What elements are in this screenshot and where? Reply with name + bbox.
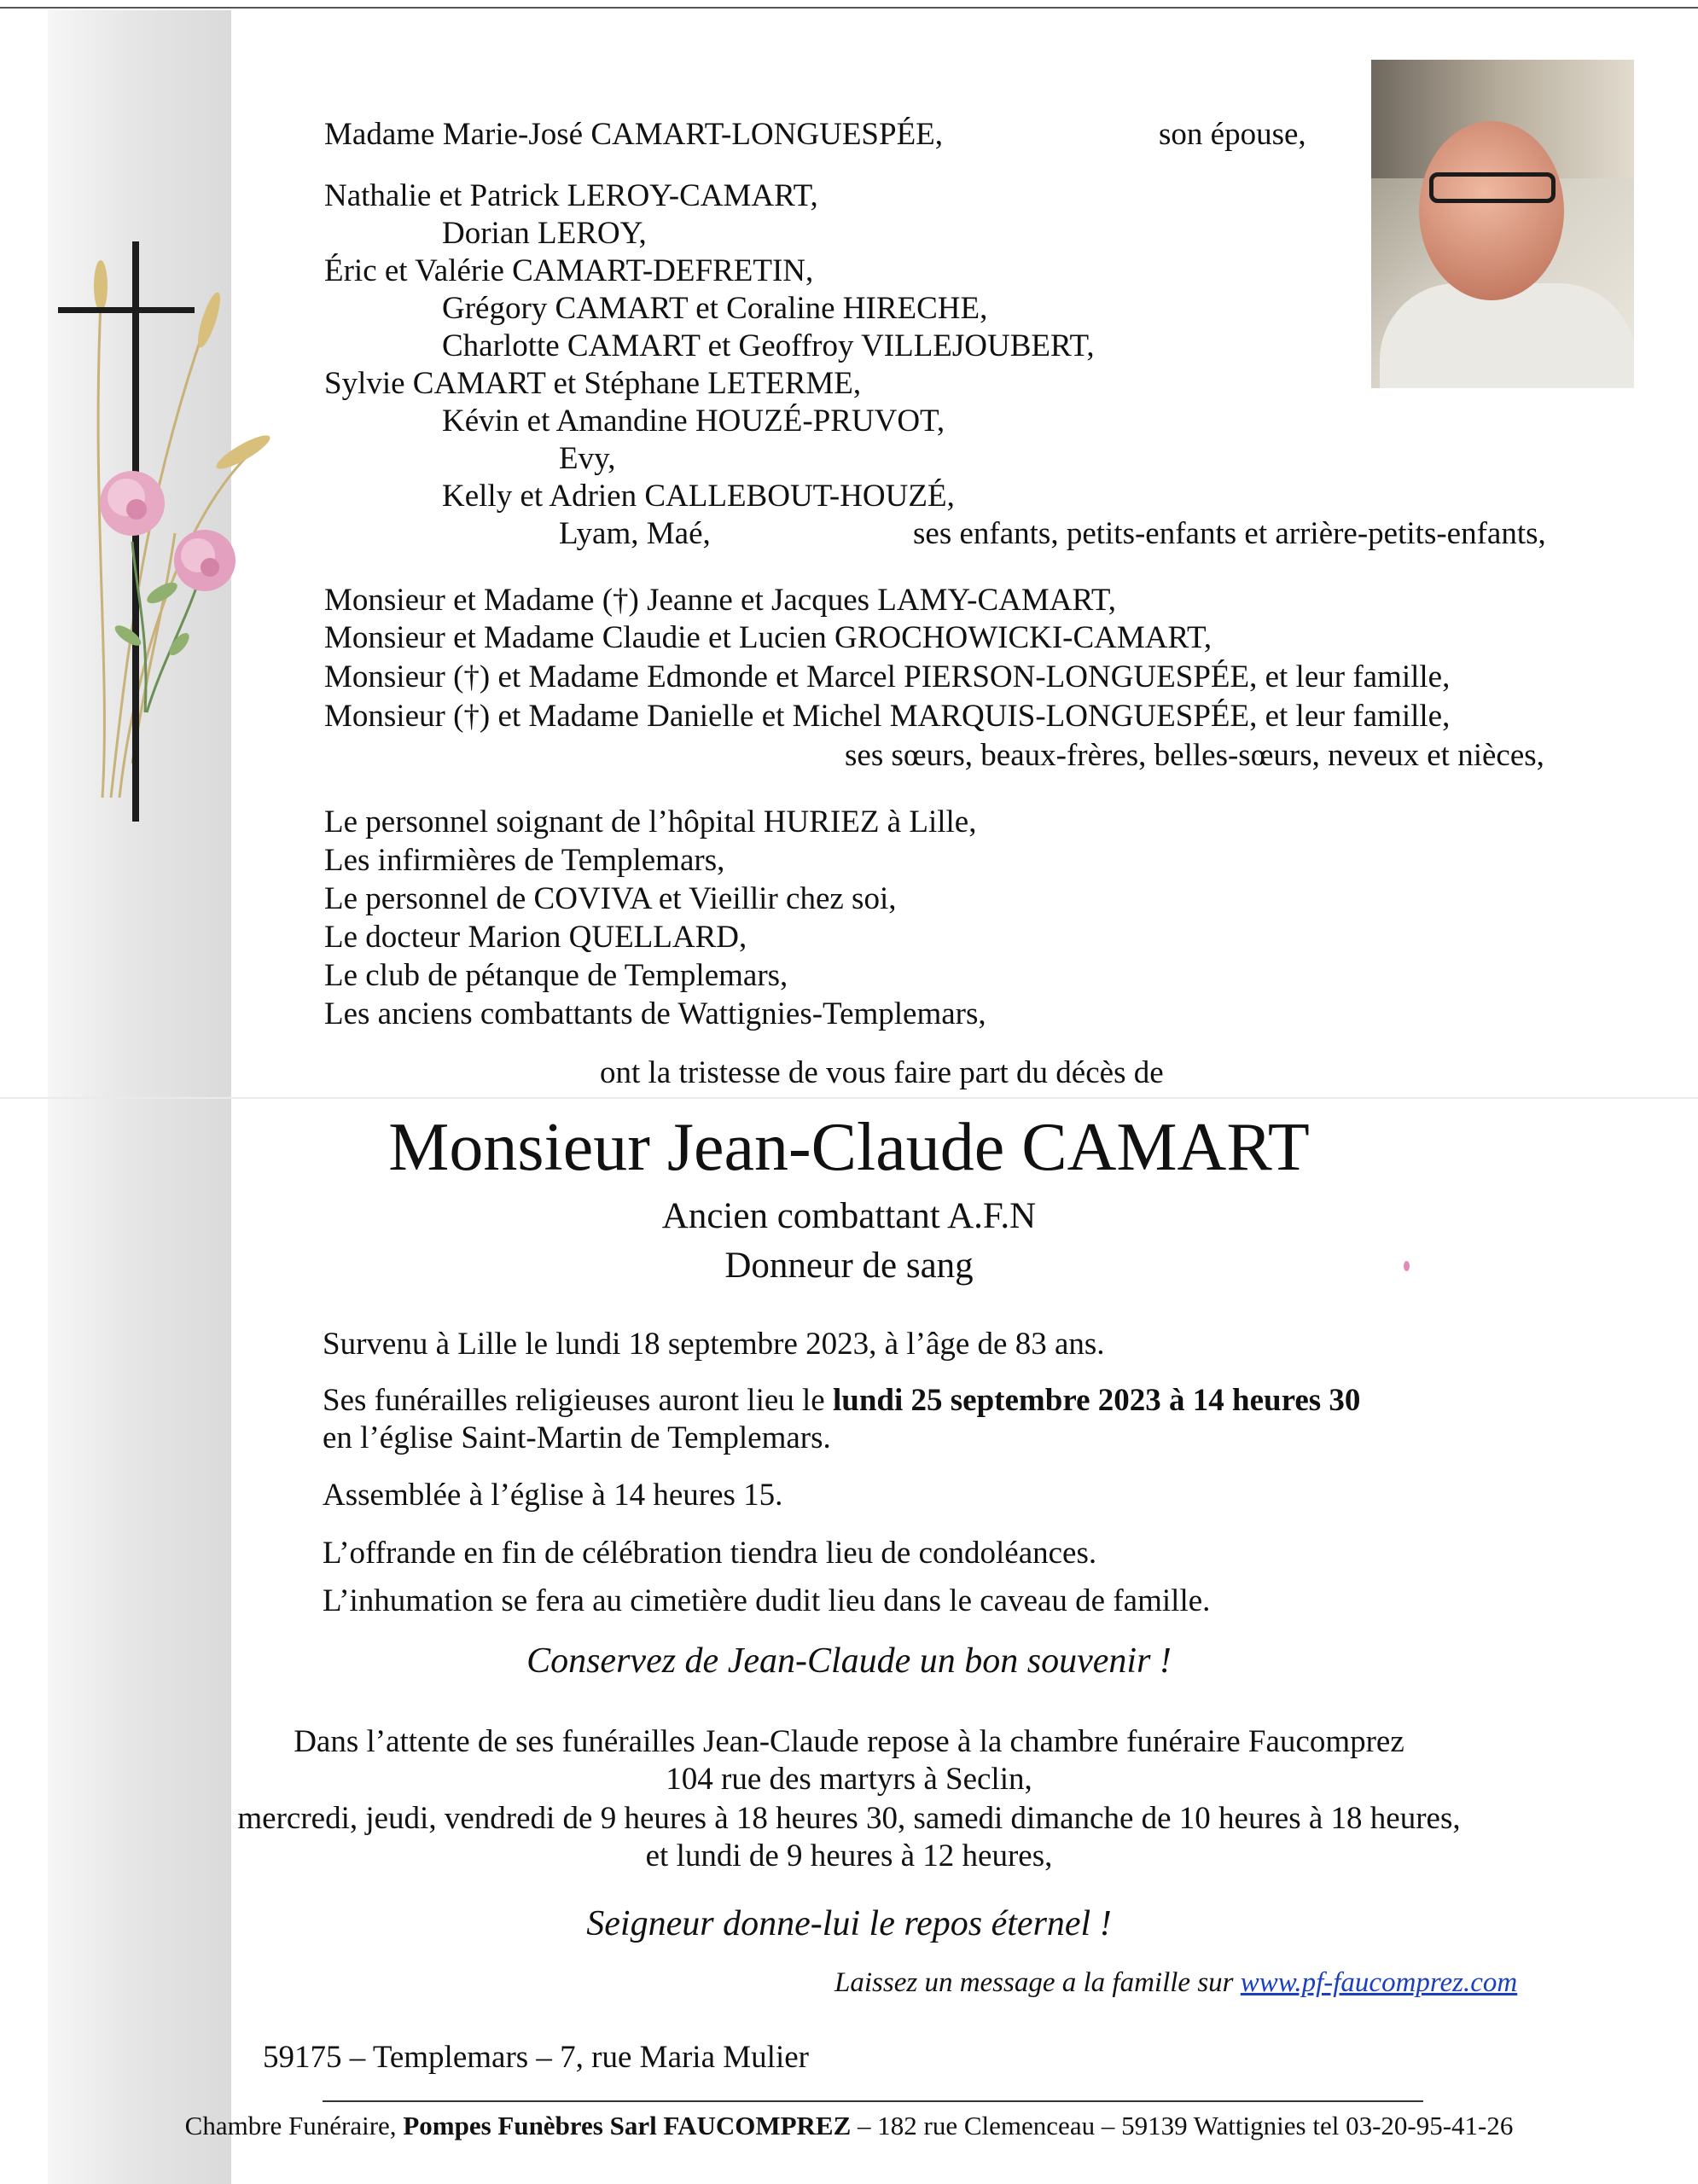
family-line: Dorian LEROY,	[442, 216, 647, 251]
sibling-line: Monsieur et Madame Claudie et Lucien GROCHOWICKI-CAMART,	[324, 620, 1212, 655]
spouse-relation: son épouse,	[1159, 117, 1306, 152]
funeral-place: en l’église Saint-Martin de Templemars.	[323, 1420, 831, 1455]
family-line: Lyam, Maé,	[559, 516, 711, 551]
message-line	[834, 1964, 1517, 2001]
quote-prayer: Seigneur donne-lui le repos éternel !	[586, 1904, 1112, 1943]
funeral-date: lundi 25 septembre 2023 à 14 heures 30	[832, 1383, 1361, 1418]
other-line: Le personnel soignant de l’hôpital HURIEZ à Lille,	[324, 804, 977, 839]
assembly-time: Assemblée à l’église à 14 heures 15.	[323, 1478, 783, 1513]
family-line: Kelly et Adrien CALLEBOUT-HOUZÉ,	[442, 479, 955, 514]
visitation-line: 104 rue des martyrs à Seclin,	[666, 1762, 1032, 1797]
deceased-title: Ancien combattant A.F.N	[661, 1196, 1037, 1236]
funeral-line	[323, 1382, 1360, 1420]
sibling-line: Monsieur et Madame (†) Jeanne et Jacques LAMY-CAMART,	[324, 583, 1117, 618]
family-line: Charlotte CAMART et Geoffroy VILLEJOUBERT,	[442, 328, 1095, 363]
cross-with-roses-icon	[51, 235, 273, 840]
other-line: Les anciens combattants de Wattignies-Templemars,	[324, 996, 986, 1031]
quote-souvenir: Conservez de Jean-Claude un bon souvenir !	[526, 1641, 1172, 1681]
sibling-line: Monsieur (†) et Madame Edmonde et Marcel PIERSON-LONGUESPÉE, et leur famille,	[324, 659, 1451, 694]
footer-company: Pompes Funèbres Sarl FAUCOMPREZ	[403, 2111, 852, 2140]
offering-note: L’offrande en fin de célébration tiendra lieu de condoléances.	[323, 1536, 1097, 1571]
family-line: Grégory CAMART et Coraline HIRECHE,	[442, 291, 988, 326]
other-line: Le docteur Marion QUELLARD,	[324, 920, 747, 955]
family-line: Sylvie CAMART et Stéphane LETERME,	[324, 366, 862, 401]
funeral-prefix: Ses funérailles religieuses auront lieu le	[323, 1383, 833, 1418]
death-notice: Survenu à Lille le lundi 18 septembre 2023, à l’âge de 83 ans.	[323, 1327, 1105, 1362]
footer-suffix: – 182 rue Clemenceau – 59139 Wattignies tel 03-20-95-41-26	[851, 2111, 1514, 2140]
siblings-relation: ses sœurs, beaux-frères, belles-sœurs, neveux et nièces,	[845, 738, 1544, 773]
other-line: Le personnel de COVIVA et Vieillir chez soi,	[324, 881, 897, 916]
deceased-name: Monsieur Jean-Claude CAMART	[388, 1110, 1310, 1185]
family-line: Evy,	[559, 441, 616, 476]
family-line: Éric et Valérie CAMART-DEFRETIN,	[324, 253, 814, 288]
message-prefix: Laissez un message a la famille sur	[834, 1967, 1241, 1998]
home-address: 59175 – Templemars – 7, rue Maria Mulier	[263, 2040, 809, 2075]
family-line: Nathalie et Patrick LEROY-CAMART,	[324, 178, 818, 213]
deceased-title: Donneur de sang	[724, 1246, 974, 1286]
website-link[interactable]: www.pf-faucomprez.com	[1240, 1967, 1518, 1998]
family-line: Kévin et Amandine HOUZÉ-PRUVOT,	[442, 404, 945, 439]
top-border-line	[0, 7, 1698, 9]
other-line: Les infirmières de Templemars,	[324, 843, 725, 878]
footer-prefix: Chambre Funéraire,	[184, 2111, 404, 2140]
visitation-line: mercredi, jeudi, vendredi de 9 heures à 18 heures 30, samedi dimanche de 10 heures à 18 heures,	[237, 1801, 1461, 1836]
other-line: Le club de pétanque de Templemars,	[324, 958, 788, 993]
page-fold-line	[0, 1097, 1698, 1099]
burial-note: L’inhumation se fera au cimetière dudit lieu dans le caveau de famille.	[323, 1583, 1211, 1618]
visitation-line: Dans l’attente de ses funérailles Jean-Claude repose à la chambre funéraire Faucomprez	[294, 1724, 1404, 1759]
announcement: ont la tristesse de vous faire part du décès de	[600, 1055, 1164, 1090]
portrait-photo	[1371, 60, 1634, 388]
children-relation: ses enfants, petits-enfants et arrière-petits-enfants,	[913, 516, 1546, 551]
footer-divider	[323, 2100, 1423, 2102]
visitation-line: et lundi de 9 heures à 12 heures,	[645, 1838, 1053, 1873]
sibling-line: Monsieur (†) et Madame Danielle et Michel MARQUIS-LONGUESPÉE, et leur famille,	[324, 699, 1451, 734]
spouse-name: Madame Marie-José CAMART-LONGUESPÉE,	[324, 117, 944, 152]
footer-line	[0, 2109, 1698, 2143]
